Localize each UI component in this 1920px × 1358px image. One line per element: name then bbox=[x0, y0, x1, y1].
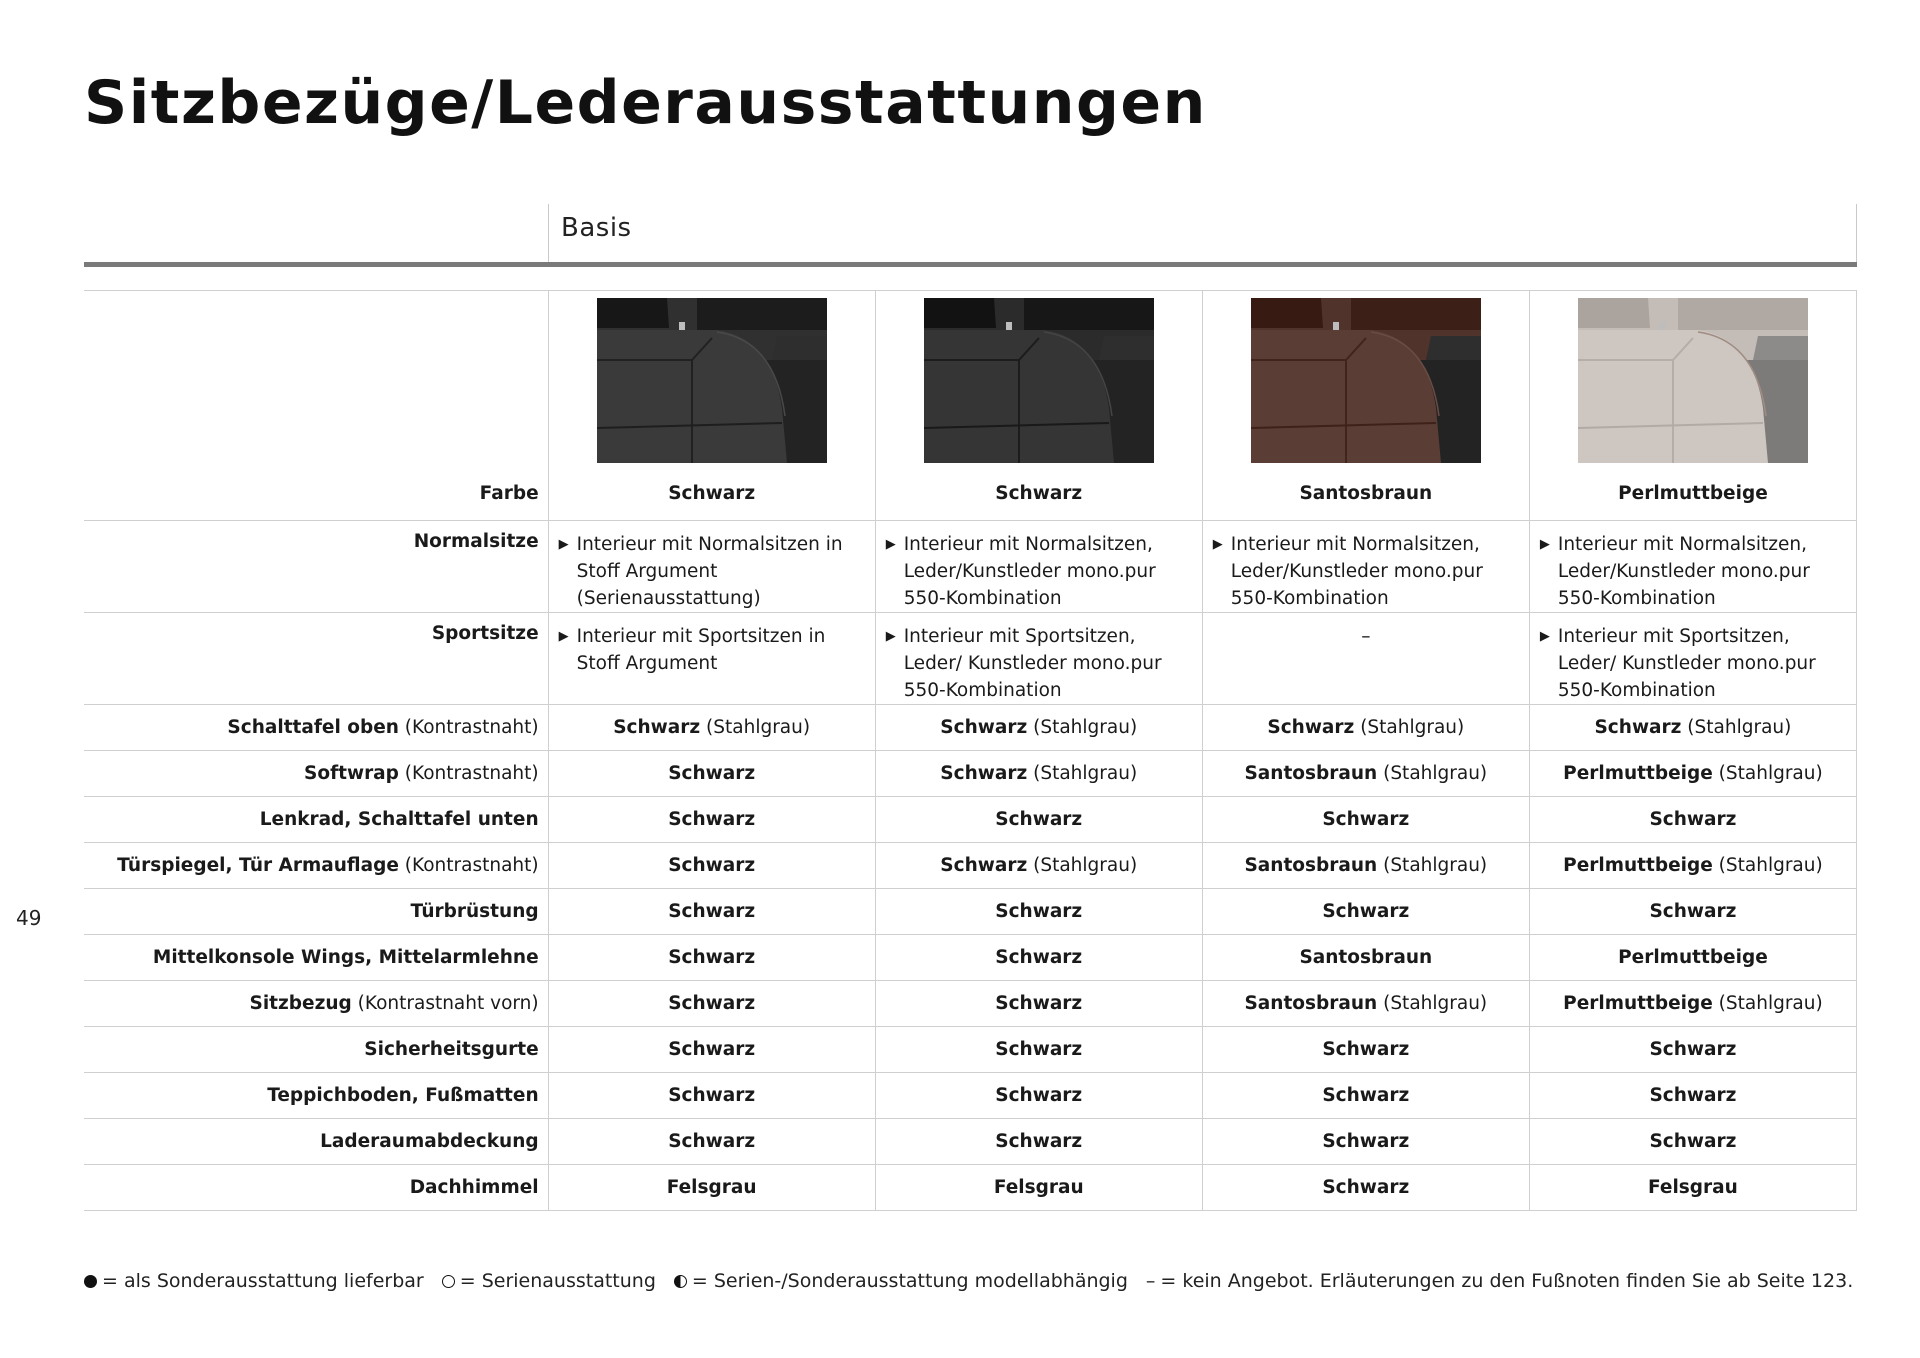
legend-half-text: = Serien-/Sonderausstattung modellabhängig bbox=[691, 1270, 1128, 1292]
sportsitze-label: Sportsitze bbox=[84, 613, 548, 705]
value-main: Schwarz bbox=[1594, 717, 1682, 738]
value-main: Santosbraun bbox=[1244, 763, 1378, 784]
value-cell bbox=[1529, 935, 1856, 981]
empty-circle-icon bbox=[442, 1275, 455, 1288]
value-main: Schwarz bbox=[1322, 1131, 1410, 1152]
value-main: Felsgrau bbox=[666, 1177, 757, 1198]
value-note: (Stahlgrau) bbox=[1354, 717, 1465, 738]
basis-label: Basis bbox=[561, 213, 632, 243]
value-main: Schwarz bbox=[1322, 1177, 1410, 1198]
value-cell bbox=[1529, 1119, 1856, 1165]
row-label-note: (Kontrastnaht) bbox=[398, 763, 539, 784]
row-label bbox=[84, 751, 548, 797]
value-main: Schwarz bbox=[668, 947, 756, 968]
value-cell bbox=[1529, 981, 1856, 1027]
bullet-triangle-icon: ▶ bbox=[558, 629, 569, 644]
half-circle-icon bbox=[674, 1275, 687, 1288]
value-main: Schwarz bbox=[1322, 809, 1410, 830]
value-main: Schwarz bbox=[613, 717, 701, 738]
value-main: Schwarz bbox=[995, 1131, 1083, 1152]
value-cell bbox=[1529, 1073, 1856, 1119]
value-note: (Stahlgrau) bbox=[700, 717, 811, 738]
value-note: (Stahlgrau) bbox=[1027, 717, 1138, 738]
value-main: Felsgrau bbox=[993, 1177, 1084, 1198]
value-cell bbox=[548, 705, 875, 751]
value-main: Schwarz bbox=[1649, 901, 1737, 922]
value-main: Schwarz bbox=[995, 993, 1083, 1014]
value-cell bbox=[548, 1119, 875, 1165]
value-main: Santosbraun bbox=[1244, 993, 1378, 1014]
upholstery-table bbox=[84, 290, 1857, 1211]
value-note: (Stahlgrau) bbox=[1712, 993, 1823, 1014]
normalsitze-cell bbox=[1529, 521, 1856, 613]
color-cell bbox=[548, 291, 875, 521]
row-label-main: Dachhimmel bbox=[409, 1177, 539, 1198]
value-cell bbox=[875, 981, 1202, 1027]
normalsitze-cell bbox=[548, 521, 875, 613]
value-main: Schwarz bbox=[668, 1085, 756, 1106]
value-main: Schwarz bbox=[1322, 1039, 1410, 1060]
table-row bbox=[84, 1165, 1857, 1211]
value-note: (Stahlgrau) bbox=[1027, 855, 1138, 876]
value-main: Schwarz bbox=[1649, 1131, 1737, 1152]
legend-empty-text: = Serienausstattung bbox=[459, 1270, 656, 1292]
row-label bbox=[84, 797, 548, 843]
legend-dash bbox=[1146, 1270, 1853, 1292]
value-main: Perlmuttbeige bbox=[1563, 763, 1713, 784]
sportsitze-cell bbox=[548, 613, 875, 705]
legend-dash-text: = kein Angebot. Erläuterungen zu den Fußnoten finden Sie ab Seite 123. bbox=[1160, 1270, 1854, 1292]
table-row bbox=[84, 889, 1857, 935]
value-cell bbox=[875, 1027, 1202, 1073]
value-cell bbox=[1202, 1027, 1529, 1073]
row-label-note: (Kontrastnaht) bbox=[398, 855, 539, 876]
value-cell bbox=[875, 705, 1202, 751]
seat-schwarz-leder-image bbox=[924, 298, 1154, 463]
value-cell bbox=[875, 797, 1202, 843]
value-cell bbox=[548, 981, 875, 1027]
value-cell bbox=[1202, 705, 1529, 751]
legend-full-text: = als Sonderausstattung lieferbar bbox=[102, 1270, 424, 1292]
value-main: Schwarz bbox=[668, 901, 756, 922]
row-label-note: (Kontrastnaht vorn) bbox=[351, 993, 539, 1014]
row-label-main: Teppichboden, Fußmatten bbox=[267, 1085, 539, 1106]
row-label bbox=[84, 1119, 548, 1165]
value-main: Schwarz bbox=[995, 901, 1083, 922]
table-row bbox=[84, 935, 1857, 981]
filled-circle-icon bbox=[84, 1275, 97, 1288]
value-note: (Stahlgrau) bbox=[1377, 993, 1488, 1014]
sportsitze-text: Interieur mit Sportsitzen in Stoff Argument bbox=[576, 626, 826, 674]
value-cell bbox=[548, 1027, 875, 1073]
value-main: Perlmuttbeige bbox=[1563, 855, 1713, 876]
no-offer-dash: – bbox=[1361, 626, 1371, 647]
page-number: 49 bbox=[16, 906, 42, 930]
value-cell bbox=[875, 843, 1202, 889]
value-cell bbox=[1202, 889, 1529, 935]
color-name: Perlmuttbeige bbox=[1618, 483, 1768, 504]
row-label bbox=[84, 1073, 548, 1119]
value-cell bbox=[548, 797, 875, 843]
value-cell bbox=[1529, 751, 1856, 797]
value-main: Schwarz bbox=[668, 855, 756, 876]
value-cell bbox=[875, 1073, 1202, 1119]
value-main: Schwarz bbox=[1649, 1085, 1737, 1106]
color-name: Schwarz bbox=[995, 483, 1083, 504]
basis-header-cell bbox=[548, 204, 1857, 262]
value-cell bbox=[875, 1119, 1202, 1165]
normalsitze-text: Interieur mit Normalsitzen in Stoff Argument (Serienausstattung) bbox=[576, 534, 843, 609]
value-cell bbox=[1202, 751, 1529, 797]
value-cell bbox=[548, 1165, 875, 1211]
sportsitze-cell bbox=[1529, 613, 1856, 705]
header-spacer bbox=[84, 204, 548, 262]
value-cell bbox=[1202, 935, 1529, 981]
value-cell bbox=[1529, 889, 1856, 935]
bullet-triangle-icon: ▶ bbox=[1212, 537, 1223, 552]
table-row bbox=[84, 1119, 1857, 1165]
row-label-main: Türspiegel, Tür Armauflage bbox=[117, 855, 399, 876]
value-cell bbox=[1202, 1073, 1529, 1119]
color-cell bbox=[1529, 291, 1856, 521]
value-cell bbox=[1202, 843, 1529, 889]
value-main: Perlmuttbeige bbox=[1618, 947, 1768, 968]
value-main: Felsgrau bbox=[1648, 1177, 1738, 1198]
page-title: Sitzbezüge/Lederausstattungen bbox=[84, 68, 1207, 138]
value-cell bbox=[548, 889, 875, 935]
value-main: Schwarz bbox=[1649, 1039, 1737, 1060]
value-main: Schwarz bbox=[668, 809, 756, 830]
legend bbox=[84, 1270, 1871, 1292]
value-note: (Stahlgrau) bbox=[1377, 763, 1488, 784]
value-cell bbox=[1202, 797, 1529, 843]
normalsitze-row bbox=[84, 521, 1857, 613]
bullet-triangle-icon: ▶ bbox=[1539, 629, 1550, 644]
legend-full bbox=[84, 1270, 424, 1292]
row-label-main: Türbrüstung bbox=[410, 901, 539, 922]
sportsitze-cell bbox=[1202, 613, 1529, 705]
row-label bbox=[84, 935, 548, 981]
row-label bbox=[84, 705, 548, 751]
value-cell bbox=[875, 1165, 1202, 1211]
value-note: (Stahlgrau) bbox=[1681, 717, 1792, 738]
value-cell bbox=[1529, 843, 1856, 889]
row-label bbox=[84, 1165, 548, 1211]
bullet-triangle-icon: ▶ bbox=[885, 537, 896, 552]
table-row bbox=[84, 797, 1857, 843]
value-main: Schwarz bbox=[995, 1039, 1083, 1060]
value-main: Schwarz bbox=[1267, 717, 1355, 738]
value-main: Schwarz bbox=[668, 993, 756, 1014]
legend-half bbox=[674, 1270, 1128, 1292]
sportsitze-row bbox=[84, 613, 1857, 705]
value-main: Schwarz bbox=[995, 947, 1083, 968]
normalsitze-text: Interieur mit Normalsitzen, Leder/Kunstleder mono.pur 550-Kombination bbox=[1230, 534, 1483, 609]
value-main: Schwarz bbox=[668, 1039, 756, 1060]
table-row bbox=[84, 1027, 1857, 1073]
value-main: Schwarz bbox=[668, 763, 756, 784]
bullet-triangle-icon: ▶ bbox=[1539, 537, 1550, 552]
row-label-main: Lenkrad, Schalttafel unten bbox=[259, 809, 539, 830]
value-cell bbox=[1529, 1165, 1856, 1211]
value-note: (Stahlgrau) bbox=[1712, 855, 1823, 876]
value-cell bbox=[875, 751, 1202, 797]
farbe-label: Farbe bbox=[84, 291, 548, 521]
seat-perlmuttbeige-image bbox=[1578, 298, 1808, 463]
normalsitze-cell bbox=[1202, 521, 1529, 613]
legend-empty bbox=[442, 1270, 656, 1292]
value-cell bbox=[1202, 981, 1529, 1027]
value-main: Schwarz bbox=[940, 717, 1028, 738]
value-main: Schwarz bbox=[995, 1085, 1083, 1106]
value-main: Santosbraun bbox=[1299, 947, 1433, 968]
row-label-main: Laderaumabdeckung bbox=[320, 1131, 539, 1152]
normalsitze-text: Interieur mit Normalsitzen, Leder/Kunstleder mono.pur 550-Kombination bbox=[903, 534, 1156, 609]
value-cell bbox=[548, 751, 875, 797]
value-note: (Stahlgrau) bbox=[1377, 855, 1488, 876]
value-main: Schwarz bbox=[1322, 1085, 1410, 1106]
row-label-main: Sicherheitsgurte bbox=[364, 1039, 539, 1060]
table-row bbox=[84, 705, 1857, 751]
value-main: Schwarz bbox=[1649, 809, 1737, 830]
color-name: Santosbraun bbox=[1299, 483, 1433, 504]
value-main: Schwarz bbox=[940, 855, 1028, 876]
value-cell bbox=[875, 889, 1202, 935]
value-cell bbox=[1529, 705, 1856, 751]
seat-santosbraun-image bbox=[1251, 298, 1481, 463]
value-cell bbox=[1202, 1165, 1529, 1211]
table-row bbox=[84, 981, 1857, 1027]
value-main: Schwarz bbox=[1322, 901, 1410, 922]
value-cell bbox=[548, 935, 875, 981]
dash-icon: – bbox=[1145, 1270, 1156, 1292]
value-main: Schwarz bbox=[995, 809, 1083, 830]
row-label bbox=[84, 1027, 548, 1073]
bullet-triangle-icon: ▶ bbox=[558, 537, 569, 552]
value-main: Santosbraun bbox=[1244, 855, 1378, 876]
color-cell bbox=[875, 291, 1202, 521]
row-label-main: Schalttafel oben bbox=[227, 717, 399, 738]
seat-schwarz-stoff-image bbox=[597, 298, 827, 463]
value-cell bbox=[548, 1073, 875, 1119]
row-label bbox=[84, 889, 548, 935]
value-main: Schwarz bbox=[668, 1131, 756, 1152]
table-row bbox=[84, 751, 1857, 797]
normalsitze-cell bbox=[875, 521, 1202, 613]
normalsitze-text: Interieur mit Normalsitzen, Leder/Kunstleder mono.pur 550-Kombination bbox=[1557, 534, 1810, 609]
color-name: Schwarz bbox=[668, 483, 756, 504]
row-label-note: (Kontrastnaht) bbox=[398, 717, 539, 738]
value-cell bbox=[1529, 1027, 1856, 1073]
value-main: Perlmuttbeige bbox=[1563, 993, 1713, 1014]
table-row bbox=[84, 1073, 1857, 1119]
value-cell bbox=[1202, 1119, 1529, 1165]
value-cell bbox=[1529, 797, 1856, 843]
row-label-main: Mittelkonsole Wings, Mittelarmlehne bbox=[152, 947, 539, 968]
table-row bbox=[84, 843, 1857, 889]
value-note: (Stahlgrau) bbox=[1027, 763, 1138, 784]
header-rule bbox=[84, 262, 1857, 267]
value-cell bbox=[548, 843, 875, 889]
sportsitze-text: Interieur mit Sportsitzen, Leder/ Kunstleder mono.pur 550-Kombination bbox=[903, 626, 1162, 701]
sportsitze-text: Interieur mit Sportsitzen, Leder/ Kunstleder mono.pur 550-Kombination bbox=[1557, 626, 1816, 701]
bullet-triangle-icon: ▶ bbox=[885, 629, 896, 644]
color-cell bbox=[1202, 291, 1529, 521]
value-note: (Stahlgrau) bbox=[1712, 763, 1823, 784]
value-cell bbox=[875, 935, 1202, 981]
sportsitze-cell bbox=[875, 613, 1202, 705]
normalsitze-label: Normalsitze bbox=[84, 521, 548, 613]
row-label-main: Softwrap bbox=[304, 763, 399, 784]
row-label bbox=[84, 843, 548, 889]
color-row bbox=[84, 291, 1857, 521]
row-label bbox=[84, 981, 548, 1027]
row-label-main: Sitzbezug bbox=[249, 993, 352, 1014]
table-group-header bbox=[84, 204, 1857, 266]
value-main: Schwarz bbox=[940, 763, 1028, 784]
